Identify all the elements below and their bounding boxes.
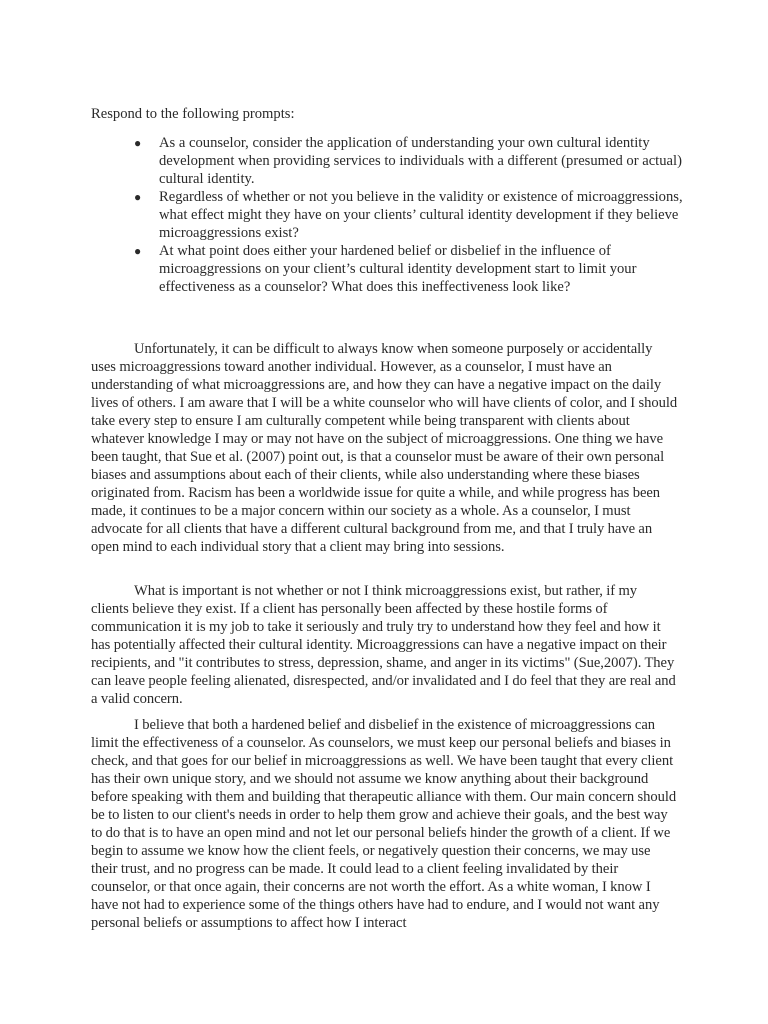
prompt-list (134, 134, 694, 296)
prompt-text: As a counselor, consider the application of understanding your own cultural identity development when providing services to individuals with a different (presumed or actual) cultural identity. (159, 135, 682, 187)
prompts-heading: Respond to the following prompts: (91, 106, 295, 122)
prompt-item (134, 242, 694, 296)
prompt-text: At what point does either your hardened belief or disbelief in the influence of microaggressions on your client’s cultural identity development start to limit your effectiveness as a counselor? What does this ineffectiveness look like? (159, 243, 637, 295)
prompt-item (134, 134, 694, 188)
bullet-icon: ● (134, 136, 142, 150)
body-paragraph: I believe that both a hardened belief and disbelief in the existence of microaggressions can limit the effectiveness of a counselor. As counselors, we must keep our personal beliefs and biases in check, and that goes for our belief in microaggressions as well. We have been taught that every client has their own unique story, and we should not assume we know anything about their background before speaking with them and building that therapeutic alliance with them. Our main concern should be to listen to our client's needs in order to help them grow and achieve their goals, and the best way to do that is to have an open mind and not let our personal beliefs hinder the growth of a client. If we begin to assume we know how the client feels, or negatively question their concerns, we may use their trust, and no progress can be made. It could lead to a client feeling invalidated by their counselor, or that once again, their concerns are not worth the effort. As a white woman, I know I have not had to experience some of the things others have had to endure, and I would not want any personal beliefs or assumptions to affect how I interact (91, 717, 677, 931)
bullet-icon: ● (134, 244, 142, 258)
prompt-item (134, 188, 694, 242)
body-paragraph: Unfortunately, it can be difficult to always know when someone purposely or accidentally uses microaggressions toward another individual. However, as a counselor, I must have an understanding of what microaggressions are, and how they can have a negative impact on the daily lives of others. I am aware that I will be a white counselor who will have clients of color, and I should take every step to ensure I am culturally competent while being transparent with clients about whatever knowledge I may or may not have on the subject of microaggressions. One thing we have been taught, that Sue et al. (2007) point out, is that a counselor must be aware of their own personal biases and assumptions about each of their clients, while also understanding where these biases originated from. Racism has been a worldwide issue for quite a while, and while progress has been made, it continues to be a major concern within our society as a whole. As a counselor, I must advocate for all clients that have a different cultural background from me, and that I truly have an open mind to each individual story that a client may bring into sessions. (91, 341, 678, 555)
bullet-icon: ● (134, 190, 142, 204)
body-paragraph: What is important is not whether or not I think microaggressions exist, but rather, if my clients believe they exist. If a client has personally been affected by these hostile forms of communication it is my job to take it seriously and truly try to understand how they feel and how it has potentially affected their cultural identity. Microaggressions can have a negative impact on their recipients, and "it contributes to stress, depression, shame, and anger in its victims" (Sue,2007). They can leave people feeling alienated, disrespected, and/or invalidated and I do feel that they are real and a valid concern. (91, 583, 676, 707)
prompt-text: Regardless of whether or not you believe in the validity or existence of microaggressions, what effect might they have on your clients’ cultural identity development if they believe microaggressions exist? (159, 189, 683, 241)
